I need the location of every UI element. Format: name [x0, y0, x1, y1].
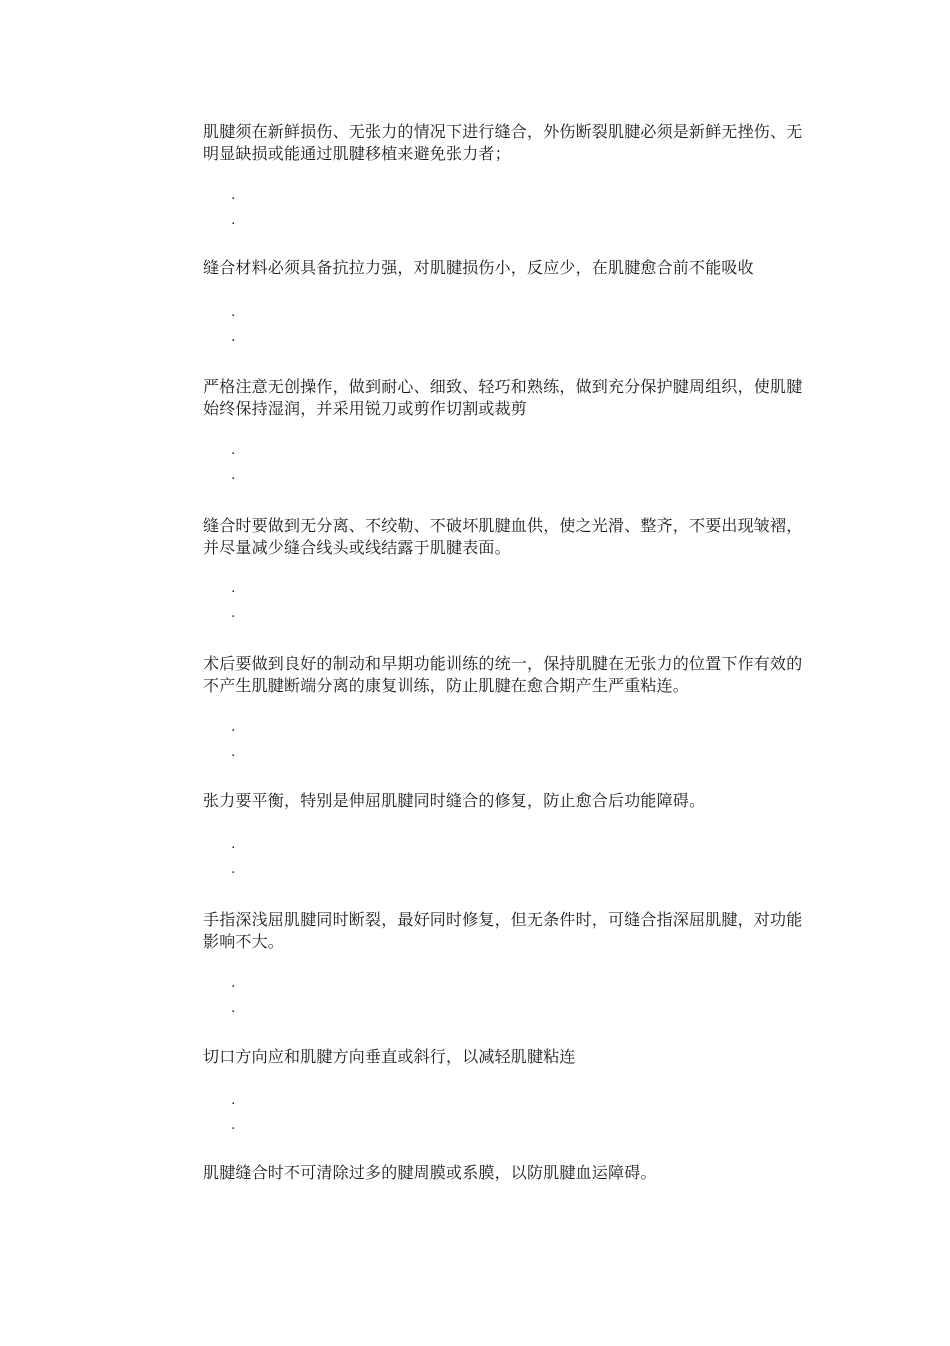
separator-dot: . — [231, 212, 236, 228]
separator-dot: . — [231, 580, 236, 596]
paragraph-5: 术后要做到良好的制动和早期功能训练的统一，保持肌腱在无张力的位置下作有效的不产生肌腱断端分离的康复训练，防止肌腱在愈合期产生严重粘连。 — [203, 654, 803, 695]
separator-dot: . — [231, 329, 236, 345]
separator-dot: . — [231, 187, 236, 203]
paragraph-9: 肌腱缝合时不可清除过多的腱周膜或系膜，以防肌腱血运障碍。 — [203, 1163, 657, 1182]
separator-dot: . — [231, 861, 236, 877]
paragraph-3: 严格注意无创操作，做到耐心、细致、轻巧和熟练，做到充分保护腱周组织，使肌腱始终保持湿润，并采用锐刀或剪作切割或裁剪 — [203, 377, 803, 418]
separator-dot: . — [231, 1117, 236, 1133]
paragraph-6: 张力要平衡，特别是伸屈肌腱同时缝合的修复，防止愈合后功能障碍。 — [203, 791, 706, 810]
paragraph-4: 缝合时要做到无分离、不绞勒、不破坏肌腱血供，使之光滑、整齐，不要出现皱褶，并尽量减少缝合线头或线结露于肌腱表面。 — [203, 516, 803, 557]
separator-dot: . — [231, 719, 236, 735]
separator-dot: . — [231, 605, 236, 621]
separator-dot: . — [231, 304, 236, 320]
separator-dot: . — [231, 836, 236, 852]
separator-dot: . — [231, 975, 236, 991]
separator-dot: . — [231, 1092, 236, 1108]
separator-dot: . — [231, 442, 236, 458]
separator-dot: . — [231, 744, 236, 760]
separator-dot: . — [231, 467, 236, 483]
paragraph-7: 手指深浅屈肌腱同时断裂，最好同时修复，但无条件时，可缝合指深屈肌腱，对功能影响不大。 — [203, 910, 803, 951]
paragraph-1: 肌腱须在新鲜损伤、无张力的情况下进行缝合，外伤断裂肌腱必须是新鲜无挫伤、无明显缺损或能通过肌腱移植来避免张力者； — [203, 122, 803, 163]
paragraph-2: 缝合材料必须具备抗拉力强，对肌腱损伤小，反应少，在肌腱愈合前不能吸收 — [203, 258, 754, 277]
paragraph-8: 切口方向应和肌腱方向垂直或斜行，以减轻肌腱粘连 — [203, 1047, 576, 1066]
separator-dot: . — [231, 1000, 236, 1016]
